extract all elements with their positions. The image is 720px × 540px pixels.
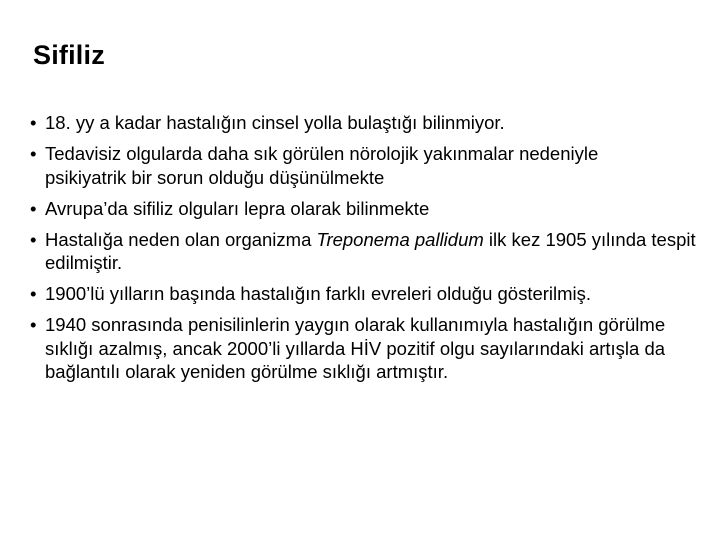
bullet-text — [41, 228, 700, 275]
bullet-list — [30, 111, 700, 391]
bullet-icon: • — [30, 228, 37, 250]
bullet-item — [30, 228, 700, 275]
bullet-text-part: Hastalığa neden olan organizma — [45, 228, 317, 250]
bullet-icon: • — [30, 283, 37, 304]
organism-name: Treponema pallidum — [316, 228, 484, 250]
bullet-text: 1940 sonrasında penisilinlerin yaygın olarak kullanımıyla hastalığın görülme sıklığı azalmış, ancak 2000’li yıllarda HİV pozitif olgu sayılarındaki artışla da bağlantılı olarak yeniden görülme sıklığı artmıştır. — [45, 314, 666, 382]
bullet-item — [30, 282, 700, 306]
bullet-icon: • — [30, 112, 37, 133]
bullet-item — [30, 111, 700, 135]
bullet-text: Tedavisiz olgularda daha sık görülen nörolojik yakınmalar nedeniyle psikiyatrik bir sorun olduğu düşünülmekte — [45, 143, 599, 188]
bullet-item — [30, 142, 700, 189]
bullet-text: 18. yy a kadar hastalığın cinsel yolla bulaştığı bilinmiyor. — [45, 112, 505, 133]
bullet-icon: • — [30, 314, 37, 335]
bullet-item — [30, 197, 700, 221]
bullet-item — [30, 313, 700, 384]
bullet-text-part: ilk kez 1905 yılında tespit edilmiştir. — [45, 228, 696, 273]
bullet-text: 1900’lü yılların başında hastalığın farklı evreleri olduğu gösterilmiş. — [45, 283, 592, 304]
bullet-icon: • — [30, 143, 37, 164]
bullet-icon: • — [30, 197, 37, 219]
bullet-text: Avrupa’da sifiliz olguları lepra olarak bilinmekte — [45, 197, 430, 219]
slide-title: Sifiliz — [33, 40, 105, 70]
